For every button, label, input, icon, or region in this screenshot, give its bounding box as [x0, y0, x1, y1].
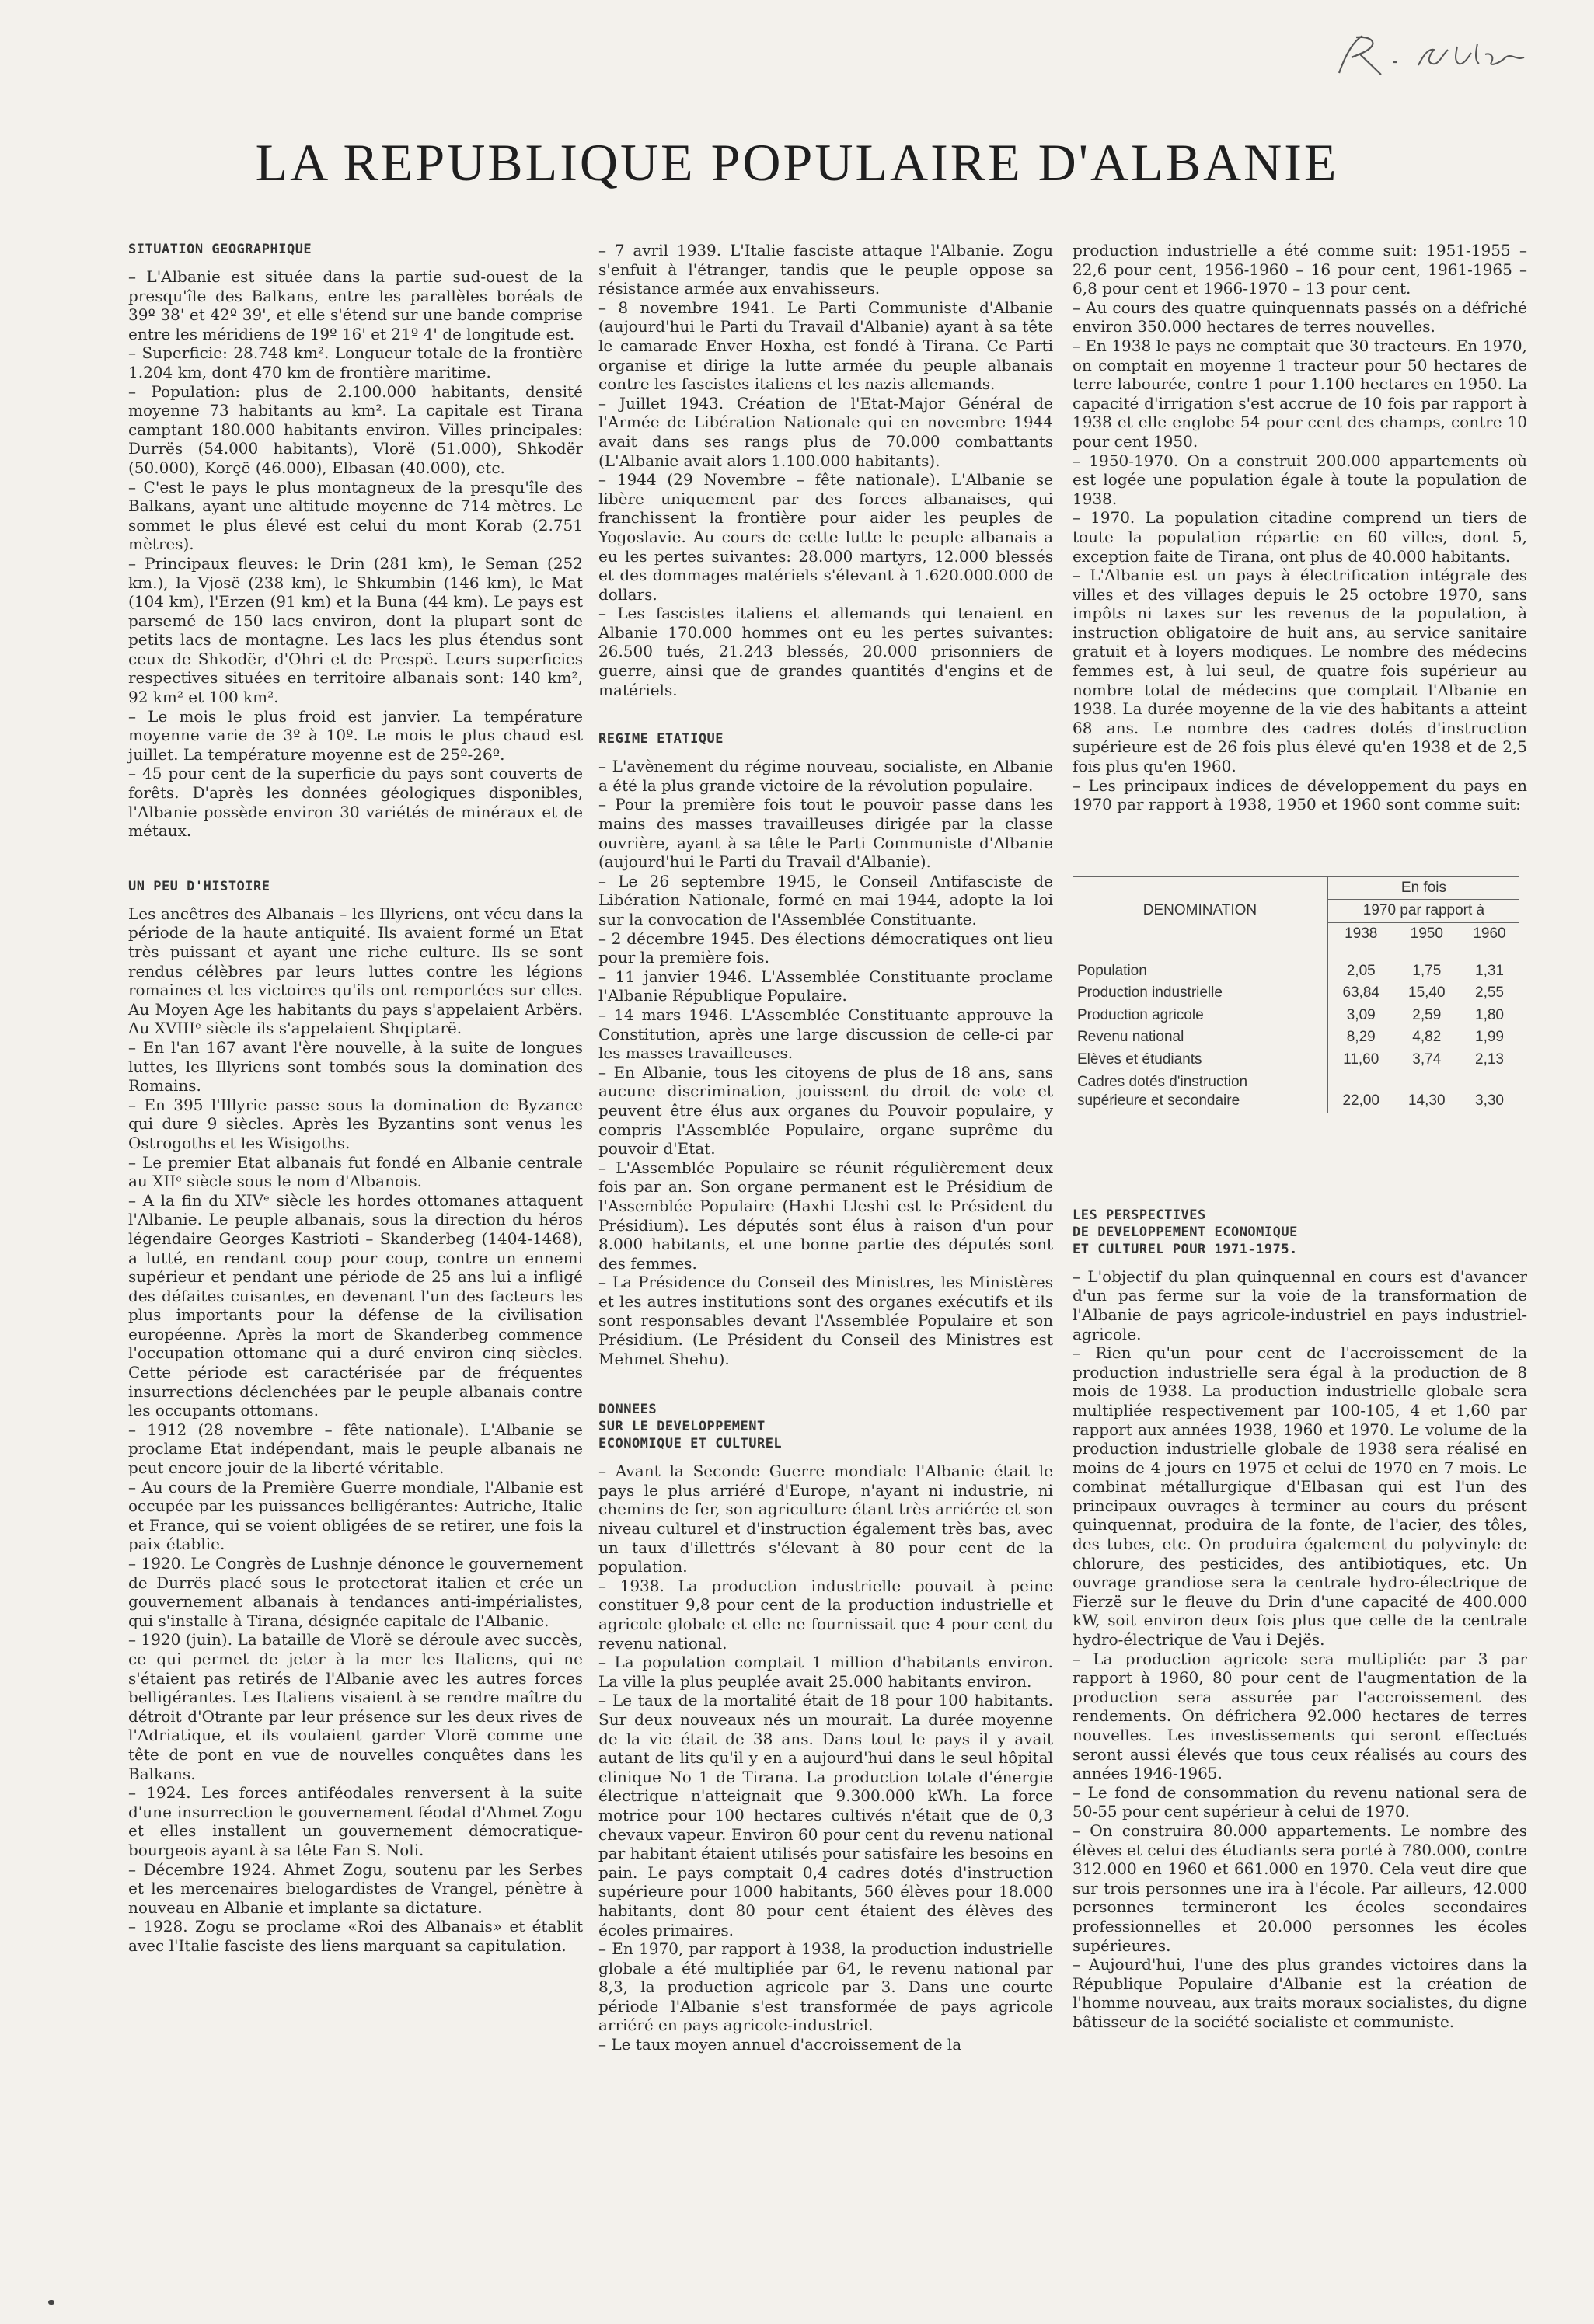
paragraph: – En 1970, par rapport à 1938, la production industrielle globale a été multipliée par 64, le revenu national par 8,3, la production agricole par 3. Dans une courte période l'Albanie s'est transformée de pays agricole arriéré en pays agricole-industriel.: [598, 1939, 1053, 2035]
heading-line: DONNEES: [598, 1402, 657, 1418]
section-heading-regime: REGIME ETATIQUE: [598, 731, 724, 747]
table-cell: 3,30: [1460, 1071, 1519, 1113]
table-cell-label-line: supérieure et secondaire: [1077, 1092, 1240, 1110]
table-row: [1073, 1071, 1519, 1113]
paragraph: – Juillet 1943. Création de l'Etat-Major Général de l'Armée de Libération Nationale qui en novembre 1944 avait dans ses rangs plus de 70.000 combattants (L'Albanie avait alors 1.100.000 habitants).: [598, 393, 1053, 470]
paragraph: – La population comptait 1 million d'habitants environ. La ville la plus peuplée avait 25.000 habitants environ.: [598, 1653, 1053, 1691]
table-cell: 2,59: [1412, 1006, 1442, 1023]
table-row: [1073, 1049, 1519, 1071]
table-header-year: 1938: [1327, 923, 1393, 946]
table-header-denomination: DENOMINATION: [1073, 876, 1327, 946]
table-cell-label: Population: [1077, 962, 1147, 979]
paragraph: – Au cours des quatre quinquennats passés on a défriché environ 350.000 hectares de terres nouvelles.: [1073, 298, 1527, 336]
table-cell: 15,40: [1408, 984, 1446, 1002]
paragraph: – Le mois le plus froid est janvier. La température moyenne varie de 3º à 10º. Le mois le plus chaud est juillet. La température moyenne est de 25º-26º.: [128, 706, 583, 764]
paragraph: – 1920 (juin). La bataille de Vlorë se déroule avec succès, ce qui permet de jeter à la mer les Italiens, qui ne s'étaient pas retirés de l'Albanie avec les autres forces belligérantes. Les Italiens visaient à se rendre maître du détroit d'Otrante par leur présence sur les deux rives de l'Adriatique, et ils voulaient garder Vlorë comme une tête de pont en vue de nouvelles conquêtes dans les Balkans.: [128, 1630, 583, 1783]
table-cell: 1,75: [1412, 962, 1442, 979]
table-cell: 2,05: [1327, 960, 1393, 983]
heading-line: ECONOMIQUE ET CULTUREL: [598, 1436, 783, 1452]
handwritten-signature: [1325, 26, 1550, 89]
table-row: [1073, 1026, 1519, 1049]
paragraph: – 1912 (28 novembre – fête nationale). L'Albanie se proclame Etat indépendant, mais le peuple albanais ne peut encore jouir de la liberté véritable.: [128, 1420, 583, 1478]
paragraph: – Les fascistes italiens et allemands qui tenaient en Albanie 170.000 hommes ont eu les pertes suivantes: 26.500 tués, 21.243 blessés, 20.000 prisonniers de guerre, ainsi que de grandes quantités d'engins et de matériels.: [598, 604, 1053, 699]
paragraph: – 1920. Le Congrès de Lushnje dénonce le gouvernement de Durrës placé sous le protectorat italien et crée un gouvernement albanais à tendances anti-impérialistes, qui s'installe à Tirana, désignée capitale de l'Albanie.: [128, 1554, 583, 1630]
section-heading-geography: SITUATION GEOGRAPHIQUE: [128, 242, 312, 257]
paragraph: – 14 mars 1946. L'Assemblée Constituante approuve la Constitution, après une large discussion de celle-ci par les masses travailleuses.: [598, 1005, 1053, 1063]
column-2: [598, 241, 1053, 2054]
paragraph: – Principaux fleuves: le Drin (281 km), le Seman (252 km.), la Vjosë (238 km), le Shkumbin (146 km), le Mat (104 km), l'Erzen (91 km) et la Buna (44 km). Le pays est parsemé de 150 lacs environ, dont la plupart sont de petits lacs de montagne. Les lacs les plus étendus sont ceux de Shkodër, d'Ohri et de Prespë. Leurs superficies respectives situées en territoire albanais sont: 140 km², 92 km² et 100 km².: [128, 553, 583, 707]
paragraph: – 11 janvier 1946. L'Assemblée Constituante proclame l'Albanie République Populaire.: [598, 967, 1053, 1005]
table-cell-label: [1073, 1071, 1327, 1113]
table-cell: 11,60: [1327, 1049, 1393, 1071]
paragraph: – Le 26 septembre 1945, le Conseil Antifasciste de Libération Nationale, formé en mai 1944, adopte la loi sur la convocation de l'Assemblée Constituante.: [598, 871, 1053, 929]
table-cell-label: Elèves et étudiants: [1077, 1051, 1202, 1068]
paragraph: – Population: plus de 2.100.000 habitants, densité moyenne 73 habitants au km². La capitale est Tirana camptant 180.000 habitants environ. Villes principales: Durrës (54.000 habitants), Vlorë (51.000), Shkodër (50.000), Korçë (46.000), Elbasan (40.000), etc.: [128, 382, 583, 477]
paragraph: – L'Assemblée Populaire se réunit régulièrement deux fois par an. Son organe permanent est le Présidium de l'Assemblée Populaire (Haxhi Lleshi est le Président du Présidium). Les députés sont élus à raison d'un pour 8.000 habitants, et une bonne partie des députés sont des femmes.: [598, 1158, 1053, 1273]
paragraph: – L'objectif du plan quinquennal en cours est d'avancer d'un pas ferme sur la voie de la transformation de l'Albanie de pays agricole-industriel en pays industriel-agricole.: [1073, 1267, 1527, 1343]
paragraph: – L'avènement du régime nouveau, socialiste, en Albanie a été la plus grande victoire de la révolution populaire.: [598, 757, 1053, 795]
paragraph: Les ancêtres des Albanais – les Illyriens, ont vécu dans la période de la haute antiquité. Ils avaient formé un Etat très puissant et ayant une riche culture. Ils se sont rendus célèbres par leurs luttes contre les légions romaines et les victoires qu'ils ont remportées sur elles. Au Moyen Age les habitants du pays s'appelaient Arbërs. Au XVIIIᵉ siècle ils s'appelaient Shqiptarë.: [128, 904, 583, 1038]
heading-line: LES PERSPECTIVES: [1073, 1207, 1206, 1223]
paragraph: – 1924. Les forces antiféodales renversent à la suite d'une insurrection le gouvernement féodal d'Ahmet Zogu et elles installent un gouvernement démocratique-bourgeois ayant à sa tête Fan S. Noli.: [128, 1783, 583, 1859]
paragraph: – 45 pour cent de la superficie du pays sont couverts de forêts. D'après les données géologiques disponibles, l'Albanie possède environ 30 variétés de minéraux et de métaux.: [128, 764, 583, 841]
table-cell: 2,13: [1475, 1051, 1504, 1068]
paragraph: – A la fin du XIVᵉ siècle les hordes ottomanes attaquent l'Albanie. Le peuple albanais, sous la direction du héros légendaire Georges Kastrioti – Skanderbeg (1404-1468), a lutté, en rendant coup pour coup, contre un ennemi supérieur et pendant une période de 25 ans lui a infligé des défaites cuisantes, en devenant l'un des facteurs les plus importants pour la défense de la civilisation européenne. Après la mort de Skanderbeg commence l'occupation ottomane qui a duré environ cinq siècles. Cette période est caractérisée par de fréquentes insurrections déclenchées par le peuple albanais contre les occupants ottomans.: [128, 1190, 583, 1420]
table-cell-label-line: Cadres dotés d'instruction: [1077, 1073, 1248, 1090]
paragraph: – 1950-1970. On a construit 200.000 appartements où est logée une population égale à toute la population de 1938.: [1073, 451, 1527, 508]
paragraph: – Pour la première fois tout le pouvoir passe dans les mains des masses travailleuses dirigée par la classe ouvrière, ayant à sa tête le Parti Communiste d'Albanie (aujourd'hui le Parti du Travail d'Albanie).: [598, 795, 1053, 872]
paragraph: – La production agricole sera multipliée par 3 par rapport à 1960, 80 pour cent de l'augmentation de la production sera assurée par l'accroissement des rendements. On défrichera 92.000 hectares de terres nouvelles. Les investissements qui seront effectués seront aussi élevés que tous ceux réalisés au cours des années 1946-1965.: [1073, 1649, 1527, 1783]
paragraph: – 1944 (29 Novembre – fête nationale). L'Albanie se libère uniquement par des forces albanaises, qui franchissent la frontière pour aider les peuples de Yogoslavie. Au cours de cette lutte le peuple albanais a eu les pertes suivantes: 28.000 martyrs, 12.000 blessés et des dommages matériels s'élevant à 1.620.000.000 de dollars.: [598, 470, 1053, 604]
heading-line: ET CULTUREL POUR 1971-1975.: [1073, 1241, 1298, 1257]
paragraph: – Superficie: 28.748 km². Longueur totale de la frontière 1.204 km, dont 470 km de frontière maritime.: [128, 343, 583, 382]
paragraph: – Au cours de la Première Guerre mondiale, l'Albanie est occupée par les puissances belligérantes: Autriche, Italie et France, qui se voient obligées de se retirer, une fois la paix établie.: [128, 1477, 583, 1554]
heading-line: DE DEVELOPPEMENT ECONOMIQUE: [1073, 1224, 1298, 1240]
paragraph: – En 1938 le pays ne comptait que 30 tracteurs. En 1970, on comptait en moyenne 1 tracteur pour 50 hectares de terre labourée, contre 1 pour 1.100 hectares en 1950. La capacité d'irrigation s'est accrue de 10 fois par rapport à 1938 et elle englobe 54 pour cent des champs, contre 10 pour cent 1950.: [1073, 336, 1527, 451]
paragraph: – C'est le pays le plus montagneux de la presqu'île des Balkans, ayant une altitude moyenne de 714 mètres. Le sommet le plus élevé est celui du mont Korab (2.751 mètres).: [128, 477, 583, 554]
paragraph: – 1970. La population citadine comprend un tiers de toute la population répartie en 60 villes, dont 5, exception faite de Tirana, ont plus de 40.000 habitants.: [1073, 508, 1527, 566]
table-cell: 3,74: [1412, 1051, 1442, 1068]
table-cell: 1,31: [1475, 962, 1504, 979]
table-cell: 63,84: [1327, 982, 1393, 1005]
table-header-year: 1950: [1394, 923, 1460, 946]
column-3: [1073, 241, 1527, 2032]
table-cell: 22,00: [1327, 1071, 1393, 1113]
table-cell-label: Production industrielle: [1077, 984, 1223, 1002]
table-cell: 8,29: [1327, 1026, 1393, 1049]
paragraph: – La Présidence du Conseil des Ministres, les Ministères et les autres institutions sont des organes exécutifs et ils sont responsables devant l'Assemblée Populaire et son Présidium. (Le Président du Conseil des Ministres est Mehmet Shehu).: [598, 1273, 1053, 1368]
section-heading-history: UN PEU D'HISTOIRE: [128, 878, 270, 894]
table-row: [1073, 1005, 1519, 1027]
paragraph: production industrielle a été comme suit: 1951-1955 – 22,6 pour cent, 1956-1960 – 16 pour cent, 1961-1965 – 6,8 pour cent et 1966-1970 – 13 pour cent.: [1073, 241, 1527, 298]
development-indices-table: [1073, 876, 1519, 1113]
table-header-group: En fois: [1327, 876, 1519, 900]
paragraph: – Le fond de consommation du revenu national sera de 50-55 pour cent supérieur à celui de 1970.: [1073, 1782, 1527, 1821]
table-cell-label: Production agricole: [1077, 1006, 1204, 1023]
table-cell: 3,09: [1327, 1005, 1393, 1027]
paragraph: – L'Albanie est un pays à électrification intégrale des villes et des villages depuis le 25 octobre 1970, sans impôts ni taxes sur les revenus de la population, à instruction obligatoire de huit ans, au service sanitaire gratuit et à loyers modiques. Le nombre des médecins femmes est, à lui seul, de quatre fois supérieur au nombre total de médecins que comptait l'Albanie en 1938. La durée moyenne de la vie des habitants a atteint 68 ans. Le nombre des cadres dotés d'instruction supérieure est de 26 fois plus élevé qu'en 1938 et de 2,5 fois plus qu'en 1960.: [1073, 566, 1527, 776]
paragraph: – Le taux de la mortalité était de 18 pour 100 habitants. Sur deux nouveaux nés un mourait. La durée moyenne de la vie était de 38 ans. Dans tout le pays il y avait autant de lits qu'il y en a aujourd'hui dans le seul hôpital clinique No 1 de Tirana. La production totale d'énergie électrique n'atteignait que 9.300.000 kWh. La force motrice pour 100 hectares cultivés n'était que de 0,3 chevaux vapeur. Environ 60 pour cent du revenu national par habitant étaient utilisés pour satisfaire les besoins en pain. Le pays comptait 0,4 cadres dotés d'instruction supérieure pour 1000 habitants, 560 élèves pour 18.000 habitants, dont 80 pour cent étaient des élèves des écoles primaires.: [598, 1691, 1053, 1939]
paragraph: – Le premier Etat albanais fut fondé en Albanie centrale au XIIᵉ siècle sous le nom d'Albanois.: [128, 1152, 583, 1191]
paragraph: – On construira 80.000 appartements. Le nombre des élèves et celui des étudiants sera porté à 780.000, contre 312.000 en 1960 et 661.000 en 1970. Cela veut dire que sur trois personnes une ira à l'école. Par ailleurs, 42.000 personnes termineront les écoles secondaires professionnelles et 20.000 personnes les écoles supérieures.: [1073, 1821, 1527, 1955]
table-cell: 4,82: [1412, 1029, 1442, 1046]
table-cell: 2,55: [1475, 984, 1504, 1002]
paragraph: – 1928. Zogu se proclame «Roi des Albanais» et établit avec l'Italie fasciste des liens marquant sa capitulation.: [128, 1917, 583, 1955]
paragraph: – 2 décembre 1945. Des élections démocratiques ont lieu pour la première fois.: [598, 929, 1053, 967]
table-row: [1073, 982, 1519, 1005]
paragraph: – Avant la Seconde Guerre mondiale l'Albanie était le pays le plus arriéré d'Europe, n'ayant ni industrie, ni chemins de fer, son agriculture étant très arriérée et son niveau culturel et d'instruction également très bas, avec un taux d'illettrés s'élevant à 80 pour cent de la population.: [598, 1462, 1053, 1577]
table-cell-label: Revenu national: [1077, 1029, 1184, 1046]
paragraph: – 1938. La production industrielle pouvait à peine constituer 9,8 pour cent de la production industrielle et agricole globale et elle ne fournissait que 4 pour cent du revenu national.: [598, 1576, 1053, 1653]
paragraph: – En Albanie, tous les citoyens de plus de 18 ans, sans aucune discrimination, jouissent du droit de vote et peuvent être élus aux organes du Pouvoir populaire, y compris l'Assemblée Populaire, organe suprême du pouvoir d'Etat.: [598, 1062, 1053, 1159]
print-speck: [48, 2300, 54, 2305]
paragraph: – Rien qu'un pour cent de l'accroissement de la production industrielle sera égal à la production de 8 mois de 1938. La production industrielle globale sera multipliée respectivement par 100-105, 4 et 1,60 par rapport aux années 1938, 1960 et 1970. Le volume de la production industrielle globale de 1938 sera réalisé en moins de 4 jours en 1975 et celui de 1970 en 7 mois. Le combinat métallurgique d'Elbasan qui est l'un des principaux ouvrages à terminer au cours du présent quinquennat, produira de la fonte, de l'acier, des tôles, des tubes, etc. On produira également du polyvinyle de chlorure, des pesticides, des antibiotiques, etc. Un ouvrage grandiose sera la centrale hydro-électrique de Fierzë sur le fleuve du Drin d'une capacité de 400.000 kW, soit environ deux fois plus que celle de la centrale hydro-électrique de Vau i Dejës.: [1073, 1343, 1527, 1650]
column-1: [128, 241, 583, 1955]
paragraph: – Le taux moyen annuel d'accroissement de la: [598, 2035, 962, 2054]
table-cell: 1,99: [1475, 1029, 1504, 1046]
paragraph: – En l'an 167 avant l'ère nouvelle, à la suite de longues luttes, les Illyriens sont tombés sous la domination des Romains.: [128, 1037, 583, 1096]
section-heading-perspectives: [1073, 1207, 1527, 1258]
paragraph: – En 395 l'Illyrie passe sous la domination de Byzance qui dure 9 siècles. Après les Byzantins sont venus les Ostrogoths et les Wisigoths.: [128, 1095, 583, 1152]
table-row: [1073, 960, 1519, 983]
paragraph: – L'Albanie est située dans la partie sud-ouest de la presqu'île des Balkans, entre les parallèles boréals de 39º 38' et 42º 39', et elle s'étend sur une bande comprise entre les méridiens de 19º 16' et 21º 4' de longitude est.: [128, 267, 583, 343]
table-header-sub: 1970 par rapport à: [1327, 900, 1519, 923]
paragraph: – Décembre 1924. Ahmet Zogu, soutenu par les Serbes et les mercenaires bielogardistes de Vrangel, pénètre à nouveau en Albanie et implante sa dictature.: [128, 1859, 583, 1917]
table-cell: 1,80: [1475, 1006, 1504, 1023]
paragraph: – Aujourd'hui, l'une des plus grandes victoires dans la République Populaire d'Albanie est la création de l'homme nouveau, aux traits moraux socialistes, du digne bâtisseur de la société socialiste et communiste.: [1073, 1955, 1527, 2031]
paragraph: – 7 avril 1939. L'Italie fasciste attaque l'Albanie. Zogu s'enfuit à l'étranger, tandis que le peuple oppose sa résistance armée aux envahisseurs.: [598, 241, 1053, 298]
paragraph: – Les principaux indices de développement du pays en 1970 par rapport à 1938, 1950 et 1960 sont comme suit:: [1073, 775, 1527, 814]
section-heading-development-data: [598, 1401, 1053, 1452]
table-header-year: 1960: [1460, 923, 1519, 946]
paragraph: – 8 novembre 1941. Le Parti Communiste d'Albanie (aujourd'hui le Parti du Travail d'Albanie) ayant à sa tête le camarade Enver Hoxha, est fondé à Tirana. Ce Parti organise et dirige la lutte armée du peuple albanais contre les fascistes italiens et les nazis allemands.: [598, 298, 1053, 394]
page-title: LA REPUBLIQUE POPULAIRE D'ALBANIE: [255, 133, 1339, 192]
heading-line: SUR LE DEVELOPPEMENT: [598, 1419, 766, 1435]
table-cell: 14,30: [1394, 1071, 1460, 1113]
